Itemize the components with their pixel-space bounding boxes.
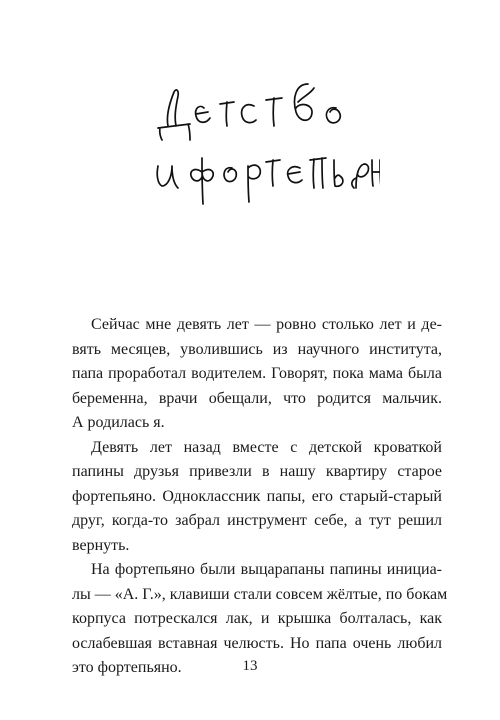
page-number: 13 (242, 658, 258, 674)
text-line: вернуть. (72, 536, 130, 554)
text-line: вять месяцев, уволившись из научного института, (72, 340, 442, 358)
text-line: лы — «А. Г.», клавиши стали совсем жёлтые, по бокам (72, 585, 448, 603)
text-line: На фортепьяно были выцарапаны папины инициа- (91, 561, 442, 578)
text-line: беременна, врачи обещали, что родится мальчик. (72, 389, 442, 407)
text-line: А родилась я. (72, 414, 165, 431)
paragraph-2 (72, 436, 442, 559)
text-line: Девять лет назад вместе с детской кроваткой (91, 438, 442, 456)
text-line: папины друзья привезли в нашу квартиру старое (72, 463, 442, 480)
text-line: папа проработал водителем. Говорят, пока мама была (72, 365, 442, 382)
text-line: Сейчас мне девять лет — ровно столько лет и де- (91, 316, 442, 333)
text-line: корпуса потрескался лак, и крышка болталась, как (72, 610, 442, 627)
body-text (72, 313, 448, 681)
title-line-1-lettering (158, 84, 340, 140)
chapter-title-handwritten (150, 80, 380, 215)
title-line-2-lettering (157, 158, 380, 204)
text-line: друг, когда-то забрал инструмент себе, а тут решил (72, 512, 442, 529)
text-line: фортепьяно. Одноклассник папы, его старый-старый (72, 487, 442, 505)
text-line: ослабевшая вставная челюсть. Но папа очень любил (72, 634, 442, 652)
paragraph-1 (72, 313, 442, 436)
text-line: это фортепьяно. (72, 659, 182, 676)
